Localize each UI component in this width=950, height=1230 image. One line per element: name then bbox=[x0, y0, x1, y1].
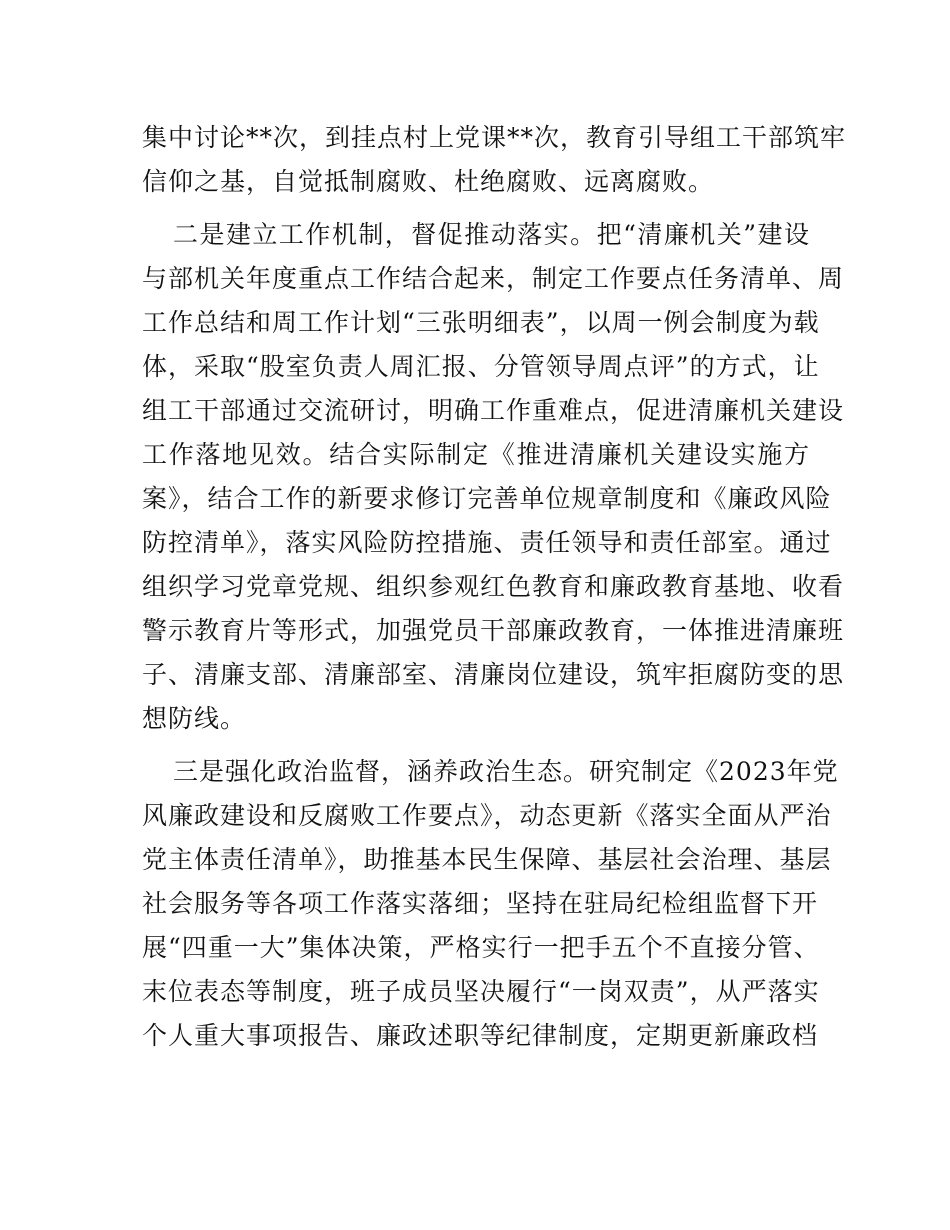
text-line: 组工干部通过交流研讨，明确工作重难点，促进清廉机关建设 bbox=[142, 396, 845, 425]
text-line: 展“四重一大”集体决策，严格实行一把手五个不直接分管、 bbox=[142, 933, 820, 962]
text-line: 风廉政建设和反腐败工作要点》，动态更新《落实全面从严治 bbox=[142, 801, 832, 830]
text-line: 体，采取“股室负责人周汇报、分管领导周点评”的方式，让 bbox=[142, 352, 820, 381]
text-line: 与部机关年度重点工作结合起来，制定工作要点任务清单、周 bbox=[142, 264, 845, 293]
text-line: 个人重大事项报告、廉政述职等纪律制度，定期更新廉政档 bbox=[142, 1021, 819, 1050]
text-line: 警示教育片等形式，加强党员干部廉政教育，一体推进清廉班 bbox=[142, 616, 845, 645]
text-line: 案》，结合工作的新要求修订完善单位规章制度和《廉政风险 bbox=[142, 484, 832, 513]
text-line: 工作总结和周工作计划“三张明细表”，以周一例会制度为载 bbox=[142, 308, 820, 337]
text-line: 子、清廉支部、清廉部室、清廉岗位建设，筑牢拒腐防变的思 bbox=[142, 660, 845, 689]
text-line: 防控清单》，落实风险防控措施、责任领导和责任部室。通过 bbox=[142, 528, 832, 557]
text-line: 二是建立工作机制，督促推动落实。把“清廉机关”建设 bbox=[173, 220, 810, 249]
text-line: 集中讨论**次，到挂点村上党课**次，教育引导组工干部筑牢 bbox=[142, 123, 847, 152]
text-line: 工作落地见效。结合实际制定《推进清廉机关建设实施方 bbox=[142, 440, 810, 469]
text-line: 三是强化政治监督，涵养政治生态。研究制定《2023年党 bbox=[173, 757, 839, 786]
text-line: 末位表态等制度，班子成员坚决履行“一岗双责”，从严落实 bbox=[142, 977, 820, 1006]
text-line: 党主体责任清单》，助推基本民生保障、基层社会治理、基层 bbox=[142, 845, 832, 874]
text-line: 组织学习党章党规、组织参观红色教育和廉政教育基地、收看 bbox=[142, 572, 845, 601]
text-line: 社会服务等各项工作落实落细；坚持在驻局纪检组监督下开 bbox=[142, 889, 819, 918]
text-line: 信仰之基，自觉抵制腐败、杜绝腐败、远离腐败。 bbox=[142, 167, 715, 196]
text-line: 想防线。 bbox=[142, 704, 247, 733]
